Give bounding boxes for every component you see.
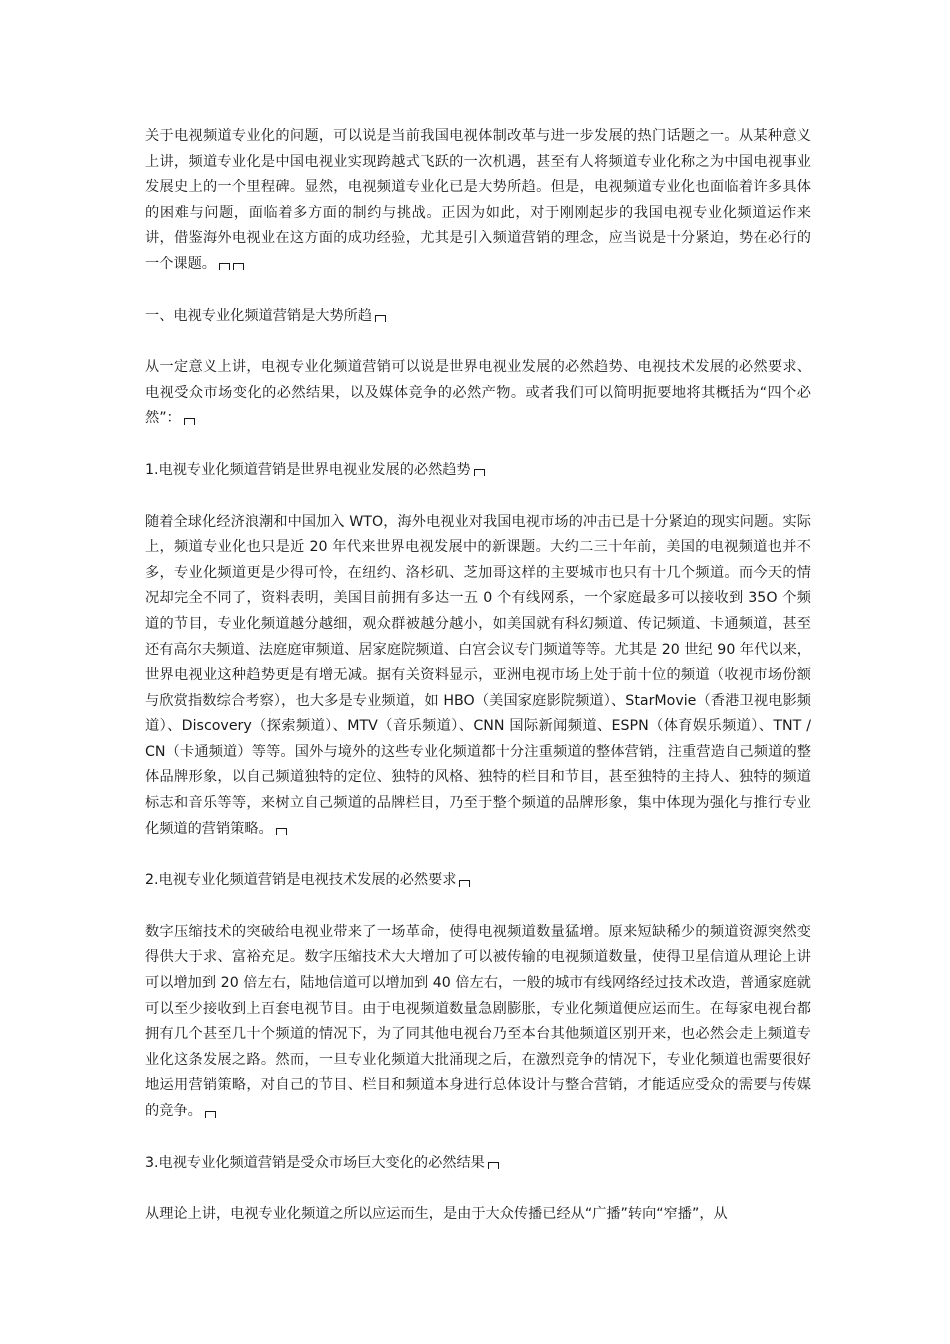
- point1-paragraph: [145, 510, 811, 843]
- intro-paragraph: [145, 124, 811, 278]
- section1-heading-text: 一、电视专业化频道营销是大势所趋: [145, 307, 373, 324]
- paragraph-mark-icon: [459, 880, 470, 887]
- point-heading: [145, 868, 811, 894]
- point3-paragraph: [145, 1202, 811, 1228]
- point3-heading-text: 3.电视专业化频道营销是受众市场巨大变化的必然结果: [145, 1154, 485, 1171]
- point-heading: [145, 458, 811, 484]
- paragraph-mark-icon: [375, 315, 386, 322]
- point1-body-text: 随着全球化经济浪潮和中国加入 WTO，海外电视业对我国电视市场的冲击已是十分紧迫的现实问题。实际上，频道专业化也只是近 20 年代来世界电视发展中的新课题。大约二三十年前，美国的电视频道也并不多，专业化频道更是少得可怜，在纽约、洛杉矶、芝加哥这样的主要城市也只有十几个频道。而今天的情况却完全不同了，资料表明，美国目前拥有多达一五 0 个有线网系，一个家庭最多可以接收到 35O 个频道的节目，专业化频道越分越细，观众群被越分越小，如美国就有科幻频道、传记频道、卡通频道，甚至还有高尔夫频道、法庭庭审频道、居家庭院频道、白宫会议专门频道等等。尤其是 20 世纪 90 年代以来，世界电视业这种趋势更是有增无减。据有关资料显示，亚洲电视市场上处于前十位的频道（收视市场份额与欣赏指数综合考察），也大多是专业频道，如 HBO（美国家庭影院频道）、StarMovie（香港卫视电影频道）、Discovery（探索频道）、MTV（音乐频道）、CNN 国际新闻频道、ESPN（体育娱乐频道）、TNT / CN（卡通频道）等等。国外与境外的这些专业化频道都十分注重频道的整体营销，注重营造自己频道的整体品牌形象，以自己频道独特的定位、独特的风格、独特的栏目和节目，甚至独特的主持人、独特的频道标志和音乐等等，来树立自己频道的品牌栏目，乃至于整个频道的品牌形象，集中体现为强化与推行专业化频道的营销策略。: [145, 513, 811, 837]
- point2-body-text: 数字压缩技术的突破给电视业带来了一场革命，使得电视频道数量猛增。原来短缺稀少的频道资源突然变得供大于求、富裕充足。数字压缩技术大大增加了可以被传输的电视频道数量，使得卫星信道从理论上讲可以增加到 20 倍左右，陆地信道可以增加到 40 倍左右，一般的城市有线网络经过技术改造，普通家庭就可以至少接收到上百套电视节目。由于电视频道数量急剧膨胀，专业化频道便应运而生。在每家电视台都拥有几个甚至几十个频道的情况下，为了同其他电视台乃至本台其他频道区别开来，也必然会走上频道专业化这条发展之路。然而，一旦专业化频道大批涌现之后，在激烈竞争的情况下，专业化频道也需要很好地运用营销策略，对自己的节目、栏目和频道本身进行总体设计与整合营销，才能适应受众的需要与传媒的竞争。: [145, 923, 811, 1119]
- point1-heading-text: 1.电视专业化频道营销是世界电视业发展的必然趋势: [145, 461, 471, 478]
- section1-body-text: 从一定意义上讲，电视专业化频道营销可以说是世界电视业发展的必然趋势、电视技术发展的必然要求、电视受众市场变化的必然结果，以及媒体竞争的必然产物。或者我们可以简明扼要地将其概括为“四个必然”：: [145, 359, 811, 427]
- paragraph-mark-icon: [205, 1111, 216, 1118]
- paragraph-mark-icon: [488, 1162, 499, 1169]
- paragraph-mark-icon: [233, 263, 244, 270]
- point3-body-text: 从理论上讲，电视专业化频道之所以应运而生，是由于大众传播已经从“广播”转向“窄播”，从: [145, 1206, 728, 1223]
- paragraph-mark-icon: [184, 418, 195, 425]
- paragraph-mark-icon: [276, 828, 287, 835]
- paragraph-mark-icon: [474, 469, 485, 476]
- section1-paragraph: [145, 355, 811, 432]
- section-heading: [145, 304, 811, 330]
- point2-paragraph: [145, 920, 811, 1125]
- document-body: [145, 124, 811, 1254]
- point-heading: [145, 1151, 811, 1177]
- point2-heading-text: 2.电视专业化频道营销是电视技术发展的必然要求: [145, 872, 457, 889]
- paragraph-mark-icon: [219, 263, 230, 270]
- intro-text: 关于电视频道专业化的问题，可以说是当前我国电视体制改革与进一步发展的热门话题之一。从某种意义上讲，频道专业化是中国电视业实现跨越式飞跃的一次机遇，甚至有人将频道专业化称之为中国电视事业发展史上的一个里程碑。显然，电视频道专业化已是大势所趋。但是，电视频道专业化也面临着许多具体的困难与问题，面临着多方面的制约与挑战。正因为如此，对于刚刚起步的我国电视专业化频道运作来讲，借鉴海外电视业在这方面的成功经验，尤其是引入频道营销的理念，应当说是十分紧迫，势在必行的一个课题。: [145, 128, 811, 272]
